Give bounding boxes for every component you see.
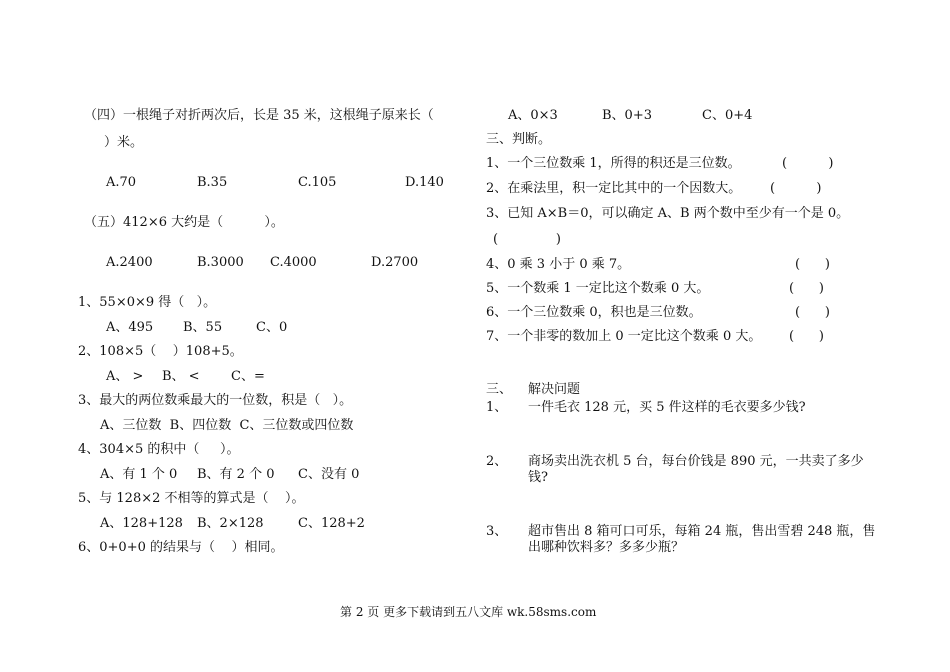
choice5-option-b: B、2×128 — [197, 516, 264, 531]
choice4-option-b: B、有 2 个 0 — [197, 467, 275, 482]
problem-2-number: 2、 — [486, 454, 508, 469]
judge-item-5: 5、一个数乘 1 一定比这个数乘 0 大。 — [486, 281, 710, 296]
problem-3-number: 3、 — [486, 524, 508, 539]
problem-1-number: 1、 — [486, 400, 508, 415]
problem-3-text-line2: 出哪种饮料多？多多少瓶？ — [528, 540, 685, 555]
solve-section-number: 三、 — [486, 382, 513, 397]
choice5-option-a: A、128+128 — [100, 516, 183, 531]
judge-item-3: 3、已知 A×B＝0，可以确定 A、B 两个数中至少有一个是 0。 — [486, 206, 850, 221]
judge-item-4-answer: ( ) — [795, 257, 830, 272]
judge-item-2-answer: ( ) — [770, 181, 822, 196]
problem-2-text-line2: 钱? — [528, 470, 548, 485]
choice4-stem: 4、304×5 的积中（ ）。 — [78, 442, 240, 457]
judge-item-6-answer: ( ) — [795, 305, 830, 320]
q5-stem: （五）412×6 大约是（ ）。 — [84, 215, 284, 230]
problem-3-text-line1: 超市售出 8 箱可口可乐，每箱 24 瓶，售出雪碧 248 瓶，售 — [528, 524, 876, 539]
choice3-stem: 3、最大的两位数乘最大的一位数，积是（ ）。 — [78, 393, 353, 408]
choice1-stem: 1、55×0×9 得（ ）。 — [78, 295, 217, 310]
q4-option-d: D.140 — [405, 175, 444, 190]
q5-option-d: D.2700 — [371, 255, 419, 270]
judge-item-7: 7、一个非零的数加上 0 一定比这个数乘 0 大。 — [486, 329, 762, 344]
choice6-option-c: C、0+4 — [702, 108, 753, 123]
problem-2-text-line1: 商场卖出洗衣机 5 台，每台价钱是 890 元，一共卖了多少 — [528, 454, 864, 469]
q4-stem-line1: （四）一根绳子对折两次后，长是 35 米，这根绳子原来长（ — [84, 108, 434, 123]
judge-item-4: 4、0 乘 3 小于 0 乘 7。 — [486, 257, 631, 272]
choice4-option-c: C、没有 0 — [298, 467, 360, 482]
choice2-option-b: B、 < — [162, 369, 200, 384]
judge-item-6: 6、一个三位数乘 0，积也是三位数。 — [486, 305, 702, 320]
q4-stem-line2: ）米。 — [104, 135, 144, 150]
judge-section-title: 三、判断。 — [486, 132, 552, 147]
choice1-option-b: B、55 — [183, 320, 223, 335]
judge-item-3-answer: ( ) — [493, 232, 561, 247]
choice6-stem: 6、0+0+0 的结果与（ ）相同。 — [78, 540, 284, 555]
choice4-option-a: A、有 1 个 0 — [100, 467, 178, 482]
choice5-stem: 5、与 128×2 不相等的算式是（ ）。 — [78, 491, 305, 506]
solve-section-title: 解决问题 — [528, 382, 581, 397]
choice5-option-c: C、128+2 — [298, 516, 365, 531]
choice2-option-c: C、= — [231, 369, 265, 384]
choice1-option-c: C、0 — [256, 320, 288, 335]
choice2-option-a: A、 > — [106, 369, 144, 384]
q5-option-c: C.4000 — [270, 255, 317, 270]
q4-option-a: A.70 — [106, 175, 137, 190]
choice2-stem: 2、108×5（ ）108+5。 — [78, 344, 243, 359]
q4-option-b: B.35 — [197, 175, 228, 190]
page-footer: 第 2 页 更多下载请到五八文库 wk.58sms.com — [340, 605, 597, 619]
judge-item-1-answer: ( ) — [782, 156, 834, 171]
q5-option-b: B.3000 — [197, 255, 244, 270]
judge-item-2: 2、在乘法里，积一定比其中的一个因数大。 — [486, 181, 742, 196]
judge-item-1: 1、一个三位数乘 1，所得的积还是三位数。 — [486, 156, 741, 171]
judge-item-5-answer: ( ) — [789, 281, 824, 296]
problem-1-text: 一件毛衣 128 元，买 5 件这样的毛衣要多少钱? — [528, 400, 806, 415]
choice3-options: A、三位数 B、四位数 C、三位数或四位数 — [100, 418, 354, 433]
choice6-option-b: B、0+3 — [602, 108, 652, 123]
judge-item-7-answer: ( ) — [789, 329, 824, 344]
q4-option-c: C.105 — [298, 175, 337, 190]
q5-option-a: A.2400 — [106, 255, 153, 270]
choice1-option-a: A、495 — [106, 320, 154, 335]
choice6-option-a: A、0×3 — [508, 108, 558, 123]
